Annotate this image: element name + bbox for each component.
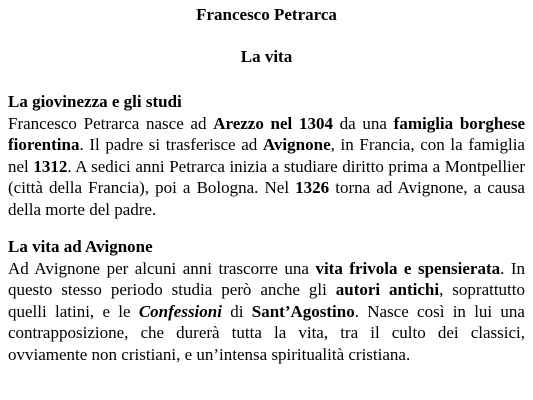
- text-run: . Il padre si trasferisce ad: [79, 135, 263, 154]
- text-run: di: [221, 301, 252, 321]
- emphasis-text: 1312: [33, 156, 68, 176]
- text-run: . Nasce così in lui una contrapposizione, che durerà tutta la vita, tra il culto dei classici, ovviamente non cristiani, e un’intensa spiritualità cristiana.: [8, 301, 525, 364]
- book-title-text: Confessioni: [138, 301, 222, 321]
- section-paragraph: [8, 113, 525, 221]
- emphasis-text: Sant’Agostino: [251, 301, 355, 321]
- section-giovinezza: [8, 91, 525, 220]
- emphasis-text: vita frivola e spensierata: [315, 258, 501, 278]
- section-paragraph: [8, 258, 525, 366]
- text-run: . In questo stesso periodo studia però anche gli: [8, 258, 526, 299]
- text-run: , in Francia, con la famiglia nel: [8, 135, 525, 176]
- section-avignone: [8, 236, 525, 365]
- emphasis-text: 1326: [295, 178, 330, 197]
- emphasis-text: Avignone: [262, 135, 331, 154]
- text-run: torna ad Avignone, a causa della morte del padre.: [8, 178, 525, 219]
- emphasis-text: autori antichi: [335, 280, 440, 299]
- text-run: Francesco Petrarca nasce ad: [8, 113, 214, 133]
- document-subtitle: La vita: [240, 47, 293, 66]
- document-title: Francesco Petrarca: [196, 5, 337, 24]
- text-run: , soprattutto quelli latini, e le: [8, 280, 526, 321]
- text-run: . A sedici anni Petrarca inizia a studiare diritto prima a Montpellier (città della Francia), poi a Bologna. Nel: [8, 156, 525, 197]
- emphasis-text: famiglia borghese fiorentina: [8, 113, 526, 154]
- section-heading: La giovinezza e gli studi: [8, 92, 182, 111]
- section-heading: La vita ad Avignone: [8, 237, 153, 256]
- text-run: Ad Avignone per alcuni anni trascorre una: [8, 258, 316, 278]
- text-run: da una: [332, 113, 394, 133]
- emphasis-text: Arezzo nel 1304: [213, 113, 333, 133]
